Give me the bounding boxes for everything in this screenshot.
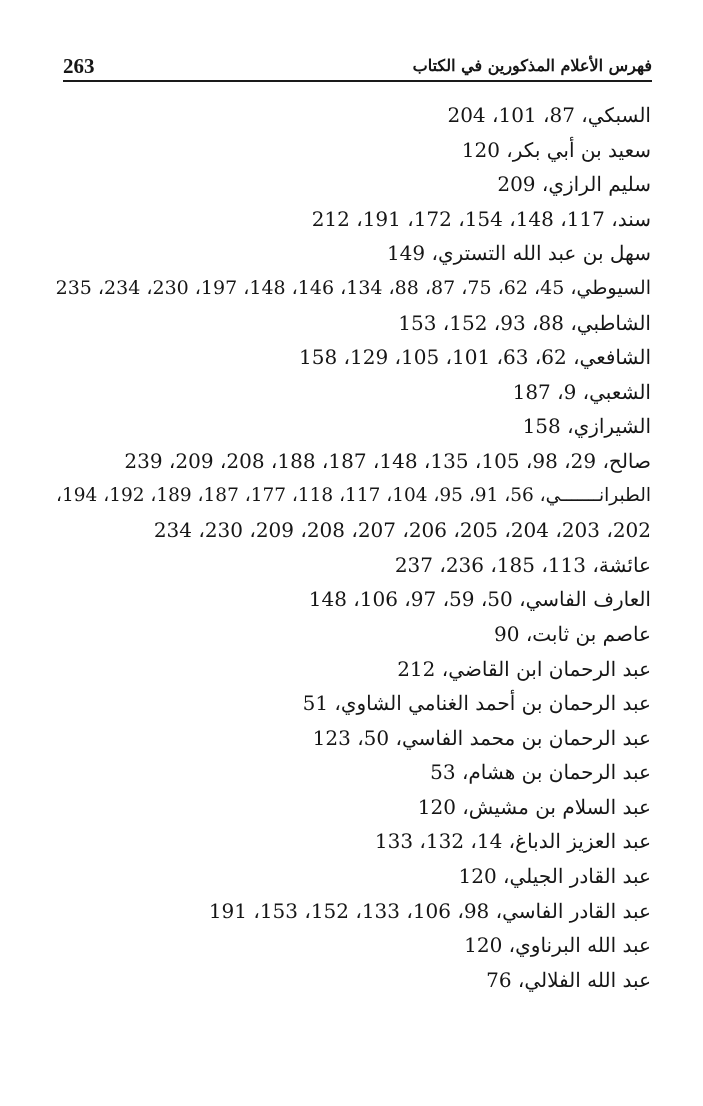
index-entry: سعيد بن أبي بكر، 120	[461, 137, 651, 162]
index-entry: عبد الله البرناوي، 120	[464, 933, 651, 958]
index-entry: العارف الفاسي، 50، 59، 97، 106، 148	[308, 587, 651, 612]
index-entry: عبد الرحمان بن محمد الفاسي، 50، 123	[312, 725, 651, 750]
index-entry: عبد القادر الفاسي، 98، 106، 133، 152، 153، 191	[208, 898, 651, 923]
page-number: 263	[63, 54, 95, 78]
index-entry: سهل بن عبد الله التستري، 149	[386, 241, 651, 266]
index-entry: عائشة، 113، 185، 236، 237	[394, 552, 651, 577]
index-entry: سليم الرازي، 209	[497, 172, 651, 197]
index-entry: عاصم بن ثابت، 90	[494, 621, 651, 646]
index-entry: الشافعي، 62، 63، 101، 105، 129، 158	[299, 345, 651, 370]
index-entry: عبد الرحمان ابن القاضي، 212	[397, 656, 651, 681]
index-entry: عبد العزيز الدباغ، 14، 132، 133	[374, 829, 651, 854]
index-entry: الشيرازي، 158	[522, 414, 651, 439]
index-entry: السيوطي، 45، 62، 75، 87، 88، 134، 146، 148، 197، 230، 234، 235	[55, 276, 651, 299]
index-entry: الشاطبي، 88، 93، 152، 153	[398, 310, 651, 335]
index-entries	[55, 98, 651, 997]
index-entry: صالح، 29، 98، 105، 135، 148، 187، 188، 208، 209، 239	[124, 448, 651, 473]
page-header	[63, 50, 652, 82]
index-entry: السبكي، 87، 101، 204	[447, 103, 651, 127]
index-entry: عبد الله الفلالي، 76	[486, 967, 651, 992]
index-entry: الطبرانـــــــي، 56، 91، 95، 104، 117، 118، 177، 187، 189، 192، 194،	[56, 484, 651, 506]
index-entry-continuation: 202، 203، 204، 205، 206، 207، 208، 209، 230، 234	[153, 518, 651, 543]
index-entry: عبد الرحمان بن أحمد الغنامي الشاوي، 51	[302, 691, 651, 716]
index-entry: عبد الرحمان بن هشام، 53	[430, 760, 651, 785]
index-entry: الشعبي، 9، 187	[512, 379, 651, 404]
running-title: فهرس الأعلام المذكورين في الكتاب	[412, 56, 652, 75]
index-entry: عبد القادر الجيلي، 120	[458, 864, 651, 889]
index-entry: عبد السلام بن مشيش، 120	[417, 794, 651, 819]
index-entry: سند، 117، 148، 154، 172، 191، 212	[311, 206, 651, 231]
